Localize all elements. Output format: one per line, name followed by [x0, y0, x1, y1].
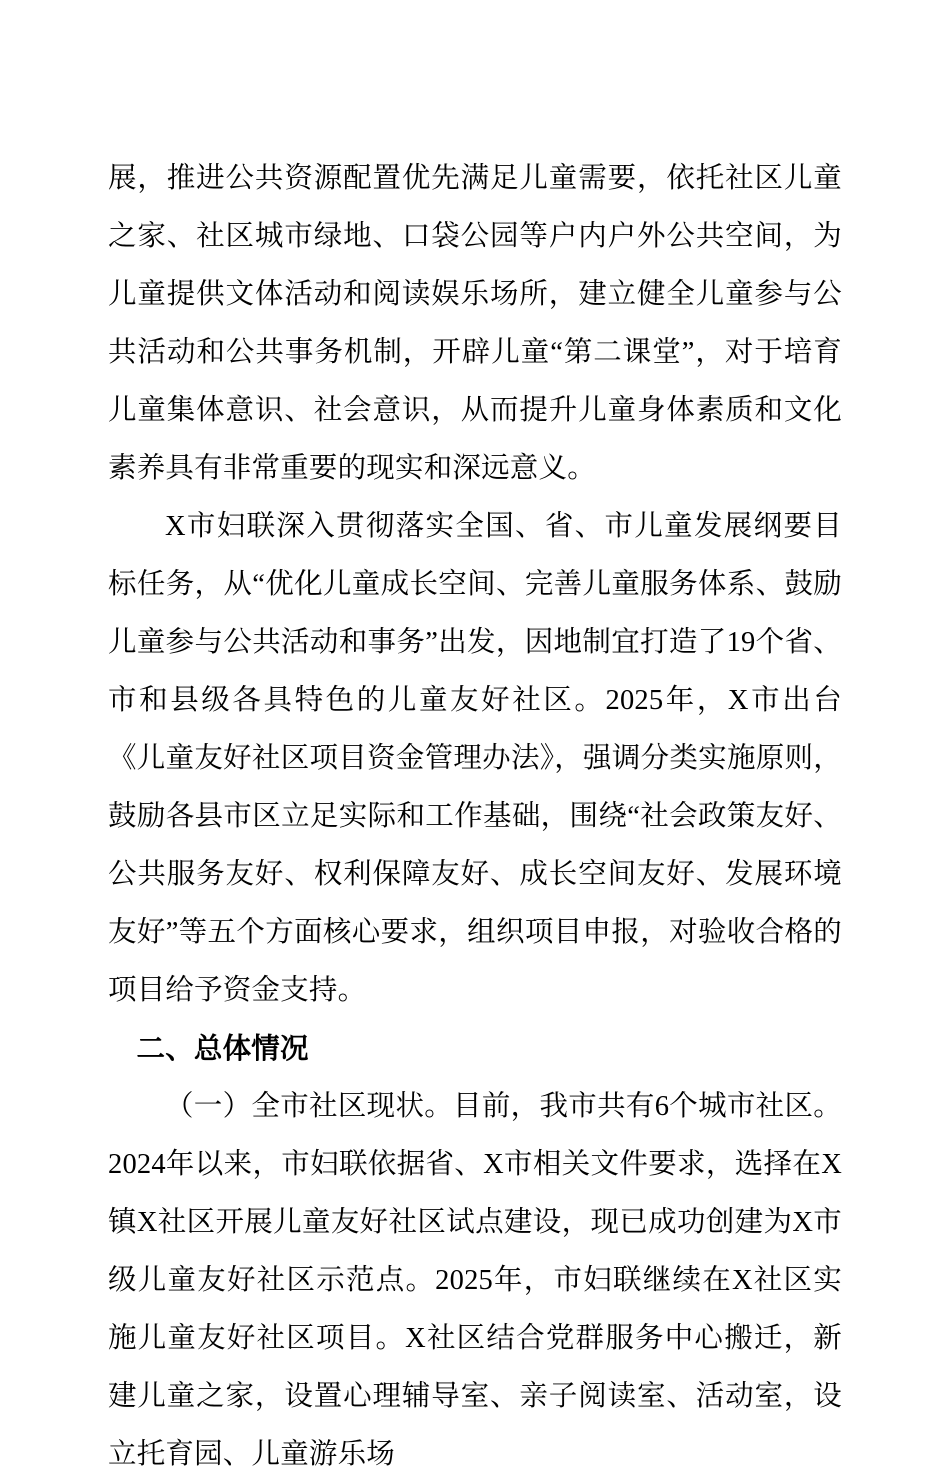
- paragraph-continuation: 展，推进公共资源配置优先满足儿童需要，依托社区儿童之家、社区城市绿地、口袋公园等户内户外公共空间，为儿童提供文体活动和阅读娱乐场所，建立健全儿童参与公共活动和公共事务机制，开辟儿童“第二课堂”，对于培育儿童集体意识、社会意识，从而提升儿童身体素质和文化素养具有非常重要的现实和深远意义。: [108, 163, 842, 484]
- section-heading-overall-situation: 二、总体情况: [136, 1033, 309, 1065]
- paragraph-city-womens-federation: X市妇联深入贯彻落实全国、省、市儿童发展纲要目标任务，从“优化儿童成长空间、完善儿童服务体系、鼓励儿童参与公共活动和事务”出发，因地制宜打造了19个省、市和县级各具特色的儿童友好社区。2025年，X市出台《儿童友好社区项目资金管理办法》，强调分类实施原则，鼓励各县市区立足实际和工作基础，围绕“社会政策友好、公共服务友好、权利保障友好、成长空间友好、发展环境友好”等五个方面核心要求，组织项目申报，对验收合格的项目给予资金支持。: [108, 511, 842, 1006]
- document-body: [108, 150, 842, 1484]
- paragraph-community-status: （一）全市社区现状。目前，我市共有6个城市社区。2024年以来，市妇联依据省、X市相关文件要求，选择在X镇X社区开展儿童友好社区试点建设，现已成功创建为X市级儿童友好社区示范点。2025年，市妇联继续在X社区实施儿童友好社区项目。X社区结合党群服务中心搬迁，新建儿童之家，设置心理辅导室、亲子阅读室、活动室，设立托育园、儿童游乐场: [108, 1091, 842, 1470]
